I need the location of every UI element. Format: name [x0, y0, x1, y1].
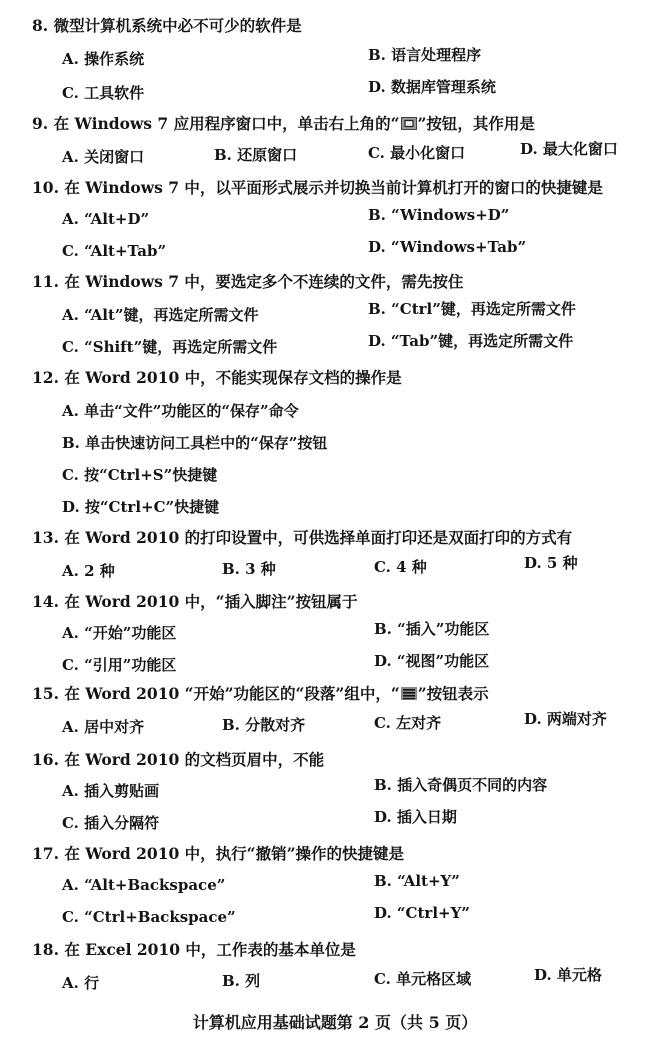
question-11-option-d: D. “Tab”键，再选定所需文件 [368, 332, 574, 350]
question-14-stem: 14. 在 Word 2010 中，“插入脚注”按钮属于 [32, 592, 358, 611]
question-14-option-a: A. “开始”功能区 [62, 624, 177, 642]
page-footer: 计算机应用基础试题第 2 页（共 5 页） [192, 1013, 478, 1032]
question-14-option-d: D. “视图”功能区 [374, 652, 490, 670]
question-10-option-b: B. “Windows+D” [368, 206, 510, 224]
question-11-option-c: C. “Shift”键，再选定所需文件 [62, 338, 278, 356]
question-11-stem: 11. 在 Windows 7 中，要选定多个不连续的文件，需先按住 [32, 272, 464, 291]
question-12-option-a: A. 单击“文件”功能区的“保存”命令 [62, 402, 299, 420]
question-12-option-b: B. 单击快速访问工具栏中的“保存”按钮 [62, 434, 328, 452]
question-18-option-d: D. 单元格 [534, 966, 602, 984]
question-12-option-c: C. 按“Ctrl+S”快捷键 [62, 466, 218, 484]
restore-window-icon [401, 115, 417, 128]
question-18-option-a: A. 行 [62, 974, 100, 992]
question-14-option-c: C. “引用”功能区 [62, 656, 177, 674]
question-9-option-c: C. 最小化窗口 [368, 144, 466, 162]
question-17-option-a: A. “Alt+Backspace” [62, 876, 226, 894]
question-13-option-a: A. 2 种 [62, 562, 115, 580]
question-9-stem-before: 9. 在 Windows 7 应用程序窗口中，单击右上角的“ [32, 114, 400, 133]
question-17-option-b: B. “Alt+Y” [374, 872, 460, 890]
question-8-option-b: B. 语言处理程序 [368, 46, 482, 64]
question-17-option-d: D. “Ctrl+Y” [374, 904, 470, 922]
question-15-stem-after: ”按钮表示 [417, 684, 489, 703]
question-8-option-d: D. 数据库管理系统 [368, 78, 496, 96]
question-18-option-c: C. 单元格区域 [374, 970, 472, 988]
question-15-option-d: D. 两端对齐 [524, 710, 607, 728]
question-12-stem: 12. 在 Word 2010 中，不能实现保存文档的操作是 [32, 368, 402, 387]
question-9-option-d: D. 最大化窗口 [520, 140, 618, 158]
question-9-option-b: B. 还原窗口 [214, 146, 298, 164]
question-8-option-a: A. 操作系统 [62, 50, 145, 68]
question-18-stem: 18. 在 Excel 2010 中，工作表的基本单位是 [32, 940, 356, 959]
question-9-stem-after: ”按钮，其作用是 [417, 114, 535, 133]
question-16-option-a: A. 插入剪贴画 [62, 782, 160, 800]
question-15-option-a: A. 居中对齐 [62, 718, 145, 736]
question-10-option-a: A. “Alt+D” [62, 210, 150, 228]
question-11-option-b: B. “Ctrl”键，再选定所需文件 [368, 300, 576, 318]
question-13-option-b: B. 3 种 [222, 560, 276, 578]
question-13-option-d: D. 5 种 [524, 554, 578, 572]
question-9-stem [32, 112, 535, 134]
question-11-option-a: A. “Alt”键，再选定所需文件 [62, 306, 259, 324]
question-10-stem: 10. 在 Windows 7 中，以平面形式展示并切换当前计算机打开的窗口的快捷键是 [32, 178, 603, 197]
question-13-option-c: C. 4 种 [374, 558, 427, 576]
question-14-option-b: B. “插入”功能区 [374, 620, 490, 638]
question-12-option-d: D. 按“Ctrl+C”快捷键 [62, 498, 220, 516]
question-13-stem: 13. 在 Word 2010 的打印设置中，可供选择单面打印还是双面打印的方式有 [32, 528, 573, 547]
question-15-stem [32, 682, 489, 704]
question-9-option-a: A. 关闭窗口 [62, 148, 145, 166]
align-paragraph-icon [401, 685, 417, 698]
question-8-option-c: C. 工具软件 [62, 84, 145, 102]
question-15-stem-before: 15. 在 Word 2010 “开始”功能区的“段落”组中，“ [32, 684, 400, 703]
question-17-stem: 17. 在 Word 2010 中，执行“撤销”操作的快捷键是 [32, 844, 405, 863]
question-16-option-b: B. 插入奇偶页不同的内容 [374, 776, 548, 794]
question-16-option-d: D. 插入日期 [374, 808, 457, 826]
question-18-option-b: B. 列 [222, 972, 261, 990]
question-16-stem: 16. 在 Word 2010 的文档页眉中，不能 [32, 750, 325, 769]
question-15-option-b: B. 分散对齐 [222, 716, 306, 734]
question-16-option-c: C. 插入分隔符 [62, 814, 160, 832]
question-15-option-c: C. 左对齐 [374, 714, 442, 732]
question-10-option-c: C. “Alt+Tab” [62, 242, 167, 260]
question-10-option-d: D. “Windows+Tab” [368, 238, 527, 256]
question-8-stem: 8. 微型计算机系统中必不可少的软件是 [32, 16, 302, 35]
question-17-option-c: C. “Ctrl+Backspace” [62, 908, 236, 926]
